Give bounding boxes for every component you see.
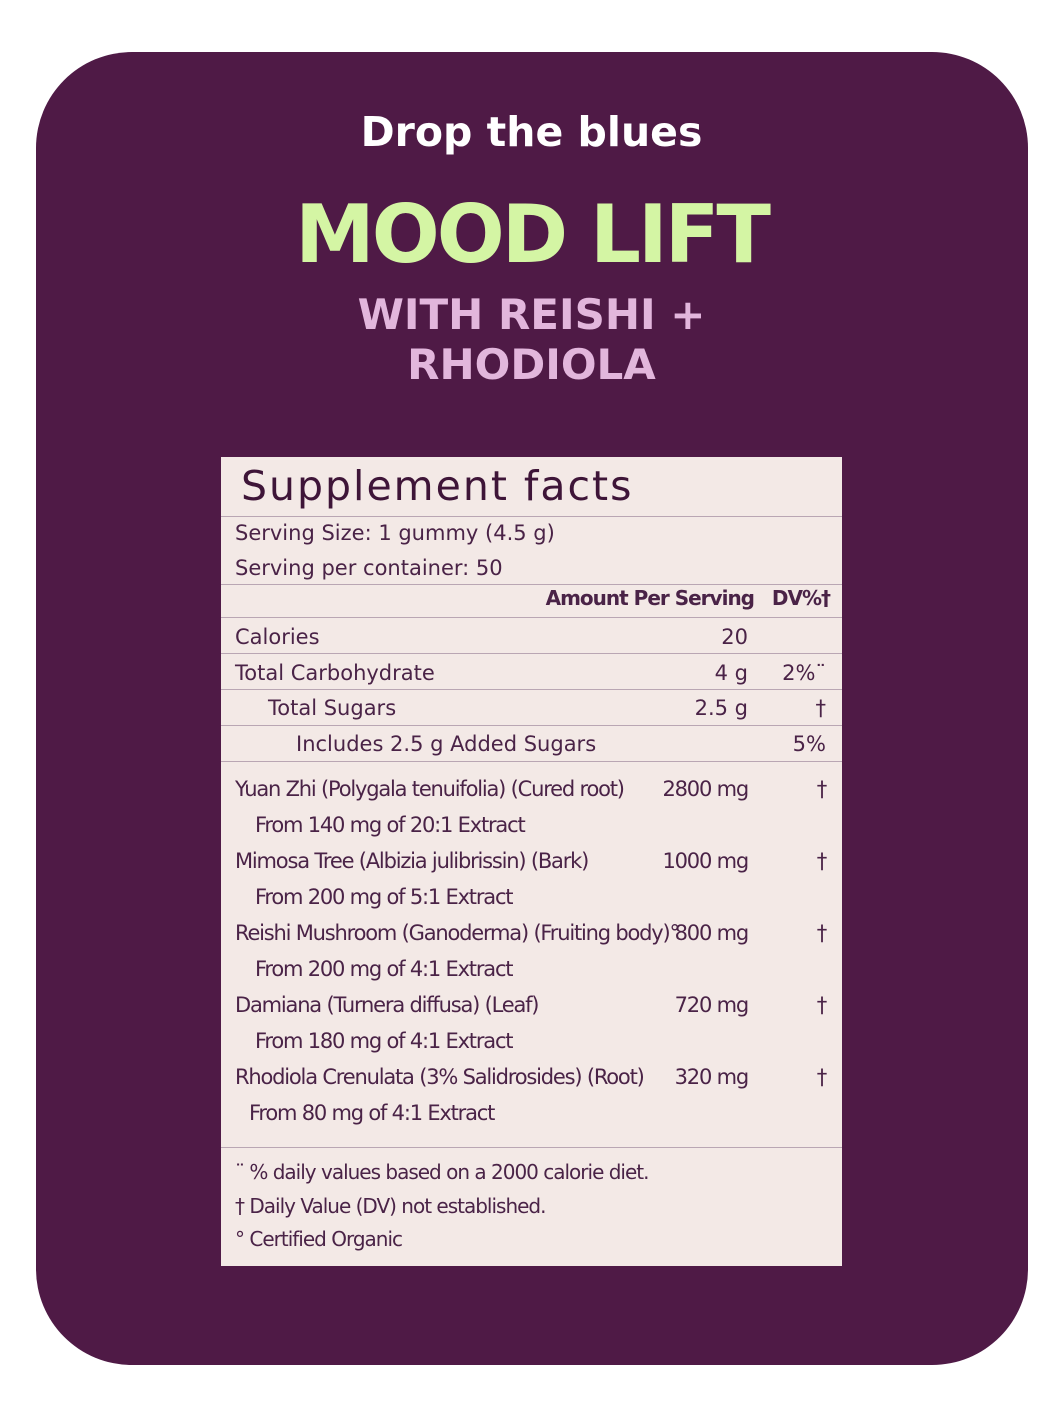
ingredient-amount: 2800 mg: [662, 777, 748, 801]
ingredient-name: Rhodiola Crenulata (3% Salidrosides) (Root): [235, 1065, 644, 1089]
ingredient-amount: 720 mg: [674, 993, 748, 1017]
divider: [221, 516, 842, 517]
footnote-daily-values: ¨ % daily values based on a 2000 calorie diet.: [235, 1160, 649, 1184]
supplement-facts-panel: [221, 457, 842, 1266]
ingredient-name: Mimosa Tree (Albizia julibrissin) (Bark): [235, 849, 589, 873]
ingredient-name: Yuan Zhi (Polygala tenuifolia) (Cured root): [235, 777, 624, 801]
servings-per-container-row: [221, 553, 842, 583]
ingredient-extract-row: [221, 882, 842, 912]
divider: [221, 1147, 842, 1148]
amount-per-serving-header: Amount Per Serving: [545, 586, 754, 610]
nutrient-dv: †: [815, 696, 826, 720]
column-header-row: [221, 583, 842, 613]
ingredient-name: Damiana (Turnera diffusa) (Leaf): [235, 993, 539, 1017]
nutrient-row: [221, 693, 842, 723]
nutrient-label: Includes 2.5 g Added Sugars: [296, 732, 597, 756]
nutrient-label: Total Sugars: [268, 696, 397, 720]
nutrient-row: [221, 622, 842, 652]
divider: [221, 689, 842, 690]
ingredient-row: [221, 1062, 842, 1092]
facts-title: Supplement facts: [241, 462, 634, 510]
ingredient-extract-row: [221, 1026, 842, 1056]
ingredient-dv: †: [816, 777, 826, 801]
ingredient-dv: †: [816, 921, 826, 945]
ingredient-amount: 1000 mg: [662, 849, 748, 873]
product-subtitle: [0, 290, 1063, 390]
serving-size-row: [221, 518, 842, 548]
tagline: Drop the blues: [360, 108, 703, 156]
divider: [221, 725, 842, 726]
footnote-certified-organic: ° Certified Organic: [235, 1227, 402, 1251]
ingredient-extract: From 140 mg of 20:1 Extract: [255, 813, 525, 837]
dv-header: DV%†: [771, 586, 830, 610]
ingredient-row: [221, 918, 842, 948]
ingredient-row: [221, 774, 842, 804]
nutrient-amount: 4 g: [714, 661, 748, 685]
ingredient-dv: †: [816, 1065, 826, 1089]
divider: [221, 761, 842, 762]
nutrient-row: [221, 658, 842, 688]
nutrient-label: Total Carbohydrate: [235, 661, 435, 685]
ingredient-extract: From 200 mg of 4:1 Extract: [255, 957, 513, 981]
ingredient-extract: From 80 mg of 4:1 Extract: [249, 1101, 495, 1125]
ingredient-amount: 320 mg: [674, 1065, 748, 1089]
subtitle-line-2: RHODIOLA: [407, 340, 656, 389]
product-title: MOOD LIFT: [295, 188, 768, 281]
nutrient-label: Calories: [235, 625, 320, 649]
ingredient-extract-row: [221, 1098, 842, 1128]
ingredient-extract-row: [221, 954, 842, 984]
subtitle-line-1: WITH REISHI +: [357, 290, 706, 339]
ingredient-dv: †: [816, 849, 826, 873]
divider: [221, 617, 842, 618]
ingredient-row: [221, 990, 842, 1020]
ingredient-amount: 800 mg: [674, 921, 748, 945]
ingredient-extract: From 180 mg of 4:1 Extract: [255, 1029, 513, 1053]
ingredient-dv: †: [816, 993, 826, 1017]
ingredient-extract-row: [221, 810, 842, 840]
serving-size: Serving Size: 1 gummy (4.5 g): [235, 521, 555, 545]
ingredient-row: [221, 846, 842, 876]
ingredient-extract: From 200 mg of 5:1 Extract: [255, 885, 513, 909]
nutrient-dv: 2%¨: [782, 661, 826, 685]
nutrient-dv: 5%: [792, 732, 826, 756]
divider: [221, 653, 842, 654]
nutrient-row: [221, 729, 842, 759]
nutrient-amount: 20: [721, 625, 748, 649]
nutrient-amount: 2.5 g: [694, 696, 748, 720]
ingredient-name: Reishi Mushroom (Ganoderma) (Fruiting body)°: [235, 921, 679, 945]
servings-per-container: Serving per container: 50: [235, 556, 503, 580]
footnote-dv-not-established: † Daily Value (DV) not established.: [235, 1194, 546, 1218]
